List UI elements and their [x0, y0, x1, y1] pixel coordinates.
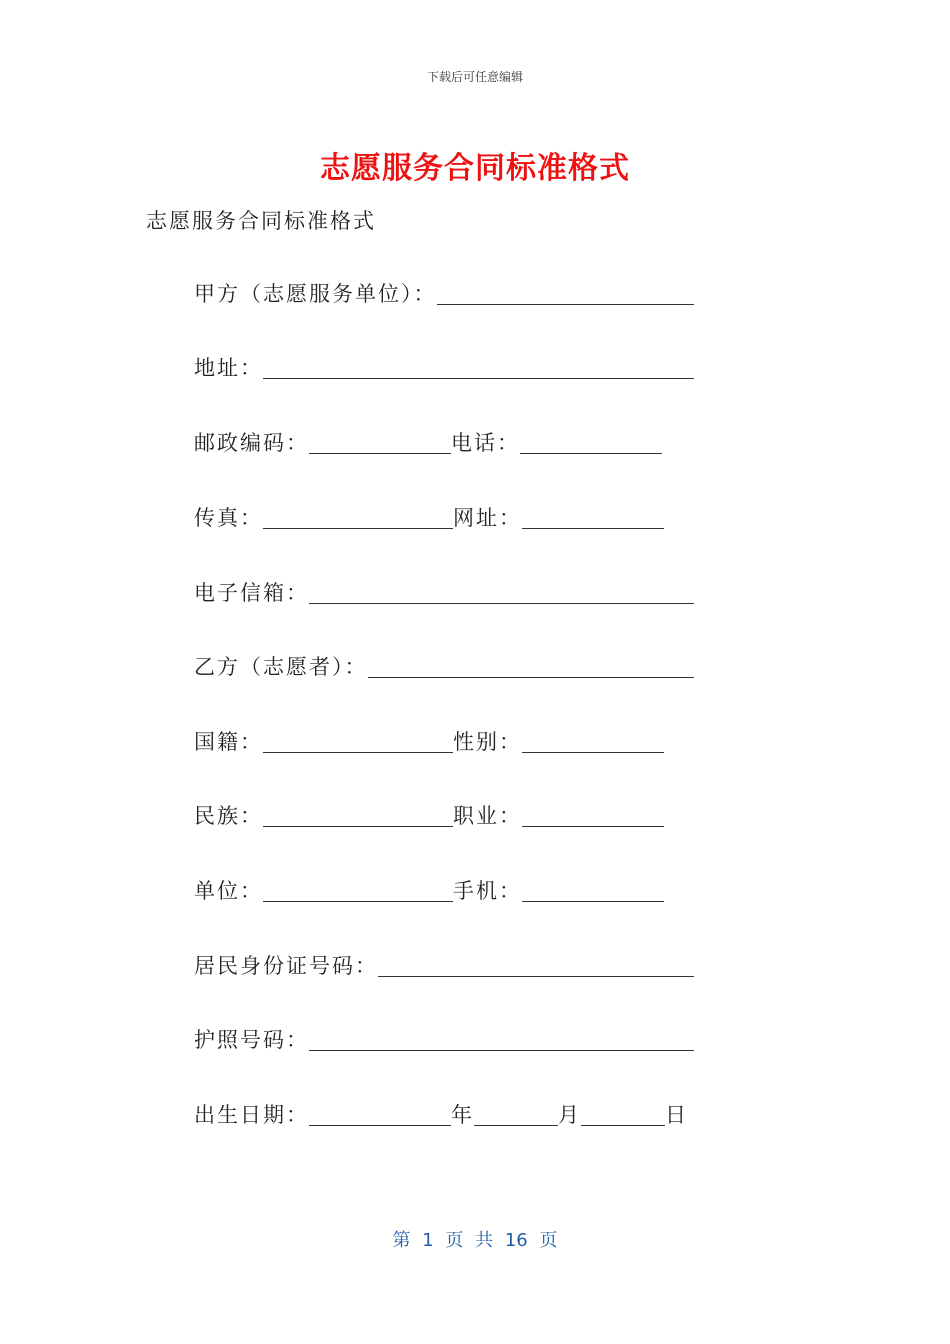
month-label: 月 — [558, 1103, 581, 1127]
nationality-blank[interactable] — [263, 728, 453, 753]
website-label: 网址： — [453, 506, 522, 530]
document-subtitle: 志愿服务合同标准格式 — [146, 209, 376, 233]
ethnicity-blank[interactable] — [263, 802, 453, 827]
fax-label: 传真： — [194, 506, 263, 530]
mobile-blank[interactable] — [522, 877, 664, 902]
nationality-gender-row — [194, 726, 694, 756]
fax-website-row — [194, 502, 694, 532]
birth-date-row — [194, 1099, 694, 1129]
mobile-label: 手机： — [453, 879, 522, 903]
occupation-label: 职业： — [453, 804, 522, 828]
employer-label: 单位： — [194, 879, 263, 903]
id-number-label: 居民身份证号码： — [194, 954, 378, 978]
employer-mobile-row — [194, 875, 694, 905]
ethnicity-occupation-row — [194, 800, 694, 830]
id-number-blank[interactable] — [378, 952, 694, 977]
passport-row — [194, 1024, 694, 1054]
occupation-blank[interactable] — [522, 802, 664, 827]
postcode-blank[interactable] — [309, 429, 451, 454]
gender-blank[interactable] — [522, 728, 664, 753]
party-b-label: 乙方（志愿者）： — [194, 655, 368, 679]
birth-month-blank[interactable] — [474, 1101, 558, 1126]
document-title: 志愿服务合同标准格式 — [320, 151, 630, 186]
day-label: 日 — [665, 1103, 688, 1127]
address-label: 地址： — [194, 356, 263, 380]
party-b-blank[interactable] — [368, 653, 695, 678]
phone-blank[interactable] — [520, 429, 662, 454]
birth-date-label: 出生日期： — [194, 1103, 309, 1127]
header-note: 下载后可任意编辑 — [426, 70, 523, 84]
nationality-label: 国籍： — [194, 730, 263, 754]
email-label: 电子信箱： — [194, 581, 309, 605]
ethnicity-label: 民族： — [194, 804, 263, 828]
party-a-label: 甲方（志愿服务单位）： — [194, 282, 437, 306]
year-label: 年 — [451, 1103, 474, 1127]
email-row — [194, 577, 694, 607]
fax-blank[interactable] — [263, 504, 453, 529]
gender-label: 性别： — [453, 730, 522, 754]
party-b-row — [194, 651, 694, 681]
passport-blank[interactable] — [309, 1026, 694, 1051]
postcode-phone-row — [194, 427, 694, 457]
address-blank[interactable] — [263, 354, 694, 379]
party-a-blank[interactable] — [437, 280, 695, 305]
passport-label: 护照号码： — [194, 1028, 309, 1052]
email-blank[interactable] — [309, 579, 694, 604]
birth-day-blank[interactable] — [581, 1101, 665, 1126]
id-number-row — [194, 950, 694, 980]
phone-label: 电话： — [451, 431, 520, 455]
page-number-footer: 第 1 页 共 16 页 — [392, 1230, 558, 1251]
party-a-row — [194, 278, 694, 308]
website-blank[interactable] — [522, 504, 664, 529]
address-row — [194, 352, 694, 382]
postcode-label: 邮政编码： — [194, 431, 309, 455]
birth-year-blank[interactable] — [309, 1101, 451, 1126]
employer-blank[interactable] — [263, 877, 453, 902]
